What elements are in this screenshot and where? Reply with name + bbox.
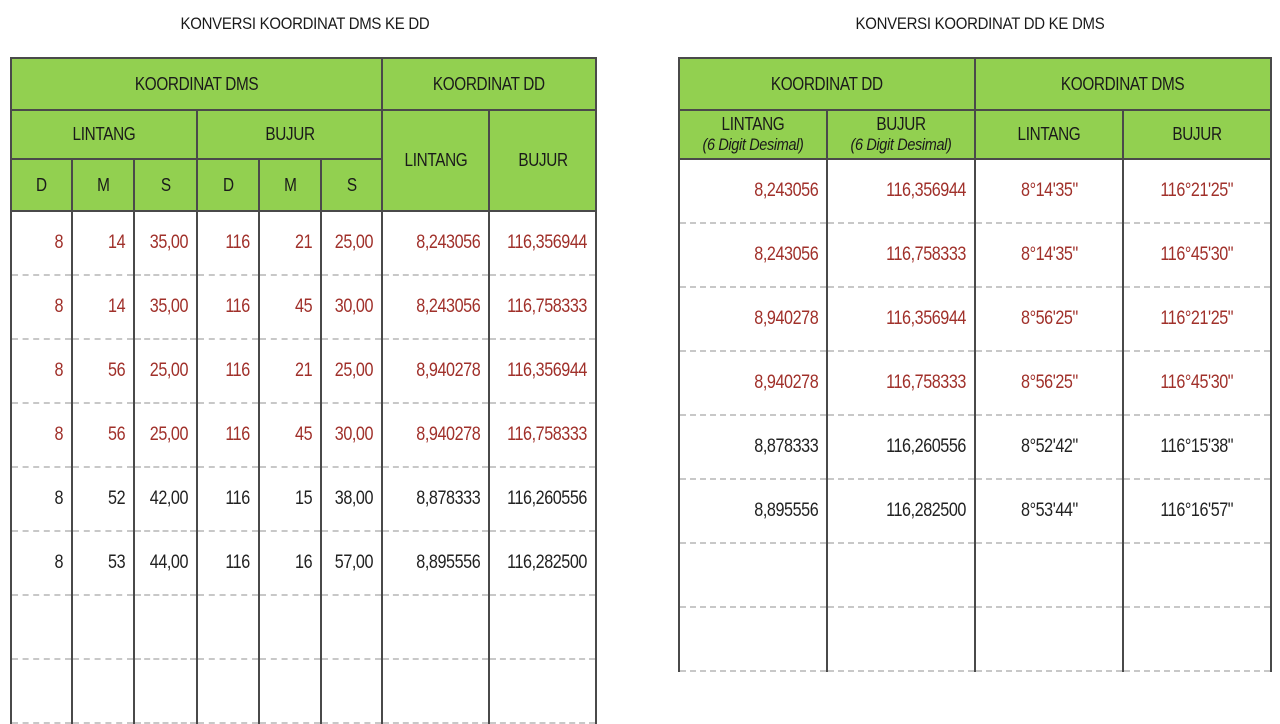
table-cell-bd: 116	[197, 211, 259, 275]
table-cell-ls: 25,00	[134, 403, 197, 467]
table-cell-bd: 116	[197, 403, 259, 467]
table-cell-bd: 116	[197, 275, 259, 339]
header-dd-bujur: BUJUR	[489, 110, 596, 211]
table-cell-dms_lon: 116°15'38"	[1123, 415, 1271, 479]
table-cell-dd_lat: 8,243056	[382, 211, 489, 275]
table-cell-bd: 116	[197, 339, 259, 403]
table-cell-lm: 14	[72, 211, 134, 275]
table-cell-dms_lat: 8°14'35"	[975, 223, 1123, 287]
table-row	[679, 287, 1271, 351]
header-koordinat-dd: KOORDINAT DD	[382, 58, 596, 110]
table-cell-ls: 35,00	[134, 275, 197, 339]
table-cell-lon: 116,758333	[827, 351, 975, 415]
table-cell-lat: 8,243056	[679, 223, 827, 287]
empty-cell	[489, 659, 596, 723]
header-lintang-s: S	[134, 159, 197, 211]
empty-cell	[321, 659, 382, 723]
empty-row	[679, 607, 1271, 671]
table-cell-dms_lat: 8°14'35"	[975, 159, 1123, 223]
table-cell-ld: 8	[11, 211, 72, 275]
header-dms-lintang: LINTANG	[11, 110, 197, 159]
empty-cell	[197, 595, 259, 659]
table-cell-lm: 56	[72, 403, 134, 467]
header-koordinat-dms: KOORDINAT DMS	[11, 58, 382, 110]
table-cell-dms_lat: 8°56'25"	[975, 287, 1123, 351]
header-bujur-s: S	[321, 159, 382, 211]
empty-cell	[382, 659, 489, 723]
table-row	[11, 531, 596, 595]
empty-cell	[134, 659, 197, 723]
table-row	[679, 223, 1271, 287]
table-cell-dms_lon: 116°16'57"	[1123, 479, 1271, 543]
empty-cell	[827, 543, 975, 607]
table-cell-bs: 38,00	[321, 467, 382, 531]
empty-cell	[11, 595, 72, 659]
header-lintang-d: D	[11, 159, 72, 211]
table-row	[11, 339, 596, 403]
table-row	[11, 211, 596, 275]
table-row	[679, 479, 1271, 543]
header-bujur-m: M	[259, 159, 321, 211]
table-cell-lat: 8,895556	[679, 479, 827, 543]
empty-cell	[489, 595, 596, 659]
table-cell-ld: 8	[11, 275, 72, 339]
table-cell-bd: 116	[197, 467, 259, 531]
table-cell-bm: 45	[259, 403, 321, 467]
header-dd-bujur: BUJUR (6 Digit Desimal)	[827, 110, 975, 159]
table-row	[11, 275, 596, 339]
table-cell-dd_lat: 8,878333	[382, 467, 489, 531]
table-cell-dd_lat: 8,940278	[382, 403, 489, 467]
table-cell-dms_lat: 8°53'44"	[975, 479, 1123, 543]
table-cell-bs: 25,00	[321, 339, 382, 403]
table-cell-lat: 8,243056	[679, 159, 827, 223]
table-cell-ld: 8	[11, 467, 72, 531]
table-cell-dms_lat: 8°52'42"	[975, 415, 1123, 479]
table-cell-lm: 14	[72, 275, 134, 339]
empty-cell	[679, 543, 827, 607]
table-cell-bm: 21	[259, 339, 321, 403]
header-dms-lintang: LINTANG	[975, 110, 1123, 159]
table-cell-bm: 16	[259, 531, 321, 595]
empty-cell	[975, 607, 1123, 671]
table-cell-lon: 116,758333	[827, 223, 975, 287]
table-cell-dd_lon: 116,282500	[489, 531, 596, 595]
table-cell-dd_lon: 116,356944	[489, 339, 596, 403]
empty-cell	[197, 659, 259, 723]
table-cell-bs: 30,00	[321, 275, 382, 339]
table-row	[11, 403, 596, 467]
table-cell-dms_lat: 8°56'25"	[975, 351, 1123, 415]
empty-cell	[72, 659, 134, 723]
header-dd-lintang: LINTANG (6 Digit Desimal)	[679, 110, 827, 159]
table-cell-lat: 8,878333	[679, 415, 827, 479]
table-cell-dms_lon: 116°45'30"	[1123, 351, 1271, 415]
table-cell-dms_lon: 116°45'30"	[1123, 223, 1271, 287]
header-koordinat-dms: KOORDINAT DMS	[975, 58, 1271, 110]
table-cell-lon: 116,260556	[827, 415, 975, 479]
table-row	[11, 467, 596, 531]
header-dms-bujur: BUJUR	[197, 110, 382, 159]
table-cell-bm: 21	[259, 211, 321, 275]
table-cell-dms_lon: 116°21'25"	[1123, 287, 1271, 351]
empty-row	[11, 659, 596, 723]
table-row	[679, 159, 1271, 223]
empty-row	[11, 595, 596, 659]
table-cell-bs: 57,00	[321, 531, 382, 595]
header-dms-bujur: BUJUR	[1123, 110, 1271, 159]
table-row	[679, 415, 1271, 479]
table-cell-ls: 25,00	[134, 339, 197, 403]
header-bujur-d: D	[197, 159, 259, 211]
empty-cell	[1123, 607, 1271, 671]
table-cell-dd_lat: 8,940278	[382, 339, 489, 403]
table-cell-ls: 42,00	[134, 467, 197, 531]
header-dd-lintang: LINTANG	[382, 110, 489, 211]
table-row	[679, 351, 1271, 415]
table-cell-lm: 56	[72, 339, 134, 403]
table-cell-dd_lon: 116,758333	[489, 275, 596, 339]
table-cell-ld: 8	[11, 531, 72, 595]
table-cell-lon: 116,356944	[827, 159, 975, 223]
dms-to-dd-table	[10, 57, 597, 724]
table-cell-bm: 15	[259, 467, 321, 531]
table-cell-dd_lat: 8,243056	[382, 275, 489, 339]
empty-cell	[72, 595, 134, 659]
empty-cell	[259, 659, 321, 723]
empty-cell	[975, 543, 1123, 607]
empty-cell	[382, 595, 489, 659]
table-cell-lat: 8,940278	[679, 351, 827, 415]
table-cell-bs: 30,00	[321, 403, 382, 467]
empty-cell	[11, 659, 72, 723]
header-lintang-m: M	[72, 159, 134, 211]
table-cell-dd_lon: 116,356944	[489, 211, 596, 275]
empty-cell	[259, 595, 321, 659]
table-cell-dd_lon: 116,758333	[489, 403, 596, 467]
empty-cell	[1123, 543, 1271, 607]
empty-row	[679, 543, 1271, 607]
dd-to-dms-table	[678, 57, 1272, 672]
table-cell-lon: 116,356944	[827, 287, 975, 351]
empty-cell	[827, 607, 975, 671]
table-cell-ls: 44,00	[134, 531, 197, 595]
table-cell-dms_lon: 116°21'25"	[1123, 159, 1271, 223]
dms-to-dd-title: KONVERSI KOORDINAT DMS KE DD	[180, 14, 430, 33]
table-cell-bs: 25,00	[321, 211, 382, 275]
table-cell-lon: 116,282500	[827, 479, 975, 543]
empty-cell	[679, 607, 827, 671]
table-cell-dd_lat: 8,895556	[382, 531, 489, 595]
table-cell-bm: 45	[259, 275, 321, 339]
table-cell-ls: 35,00	[134, 211, 197, 275]
table-cell-lat: 8,940278	[679, 287, 827, 351]
table-cell-ld: 8	[11, 339, 72, 403]
empty-cell	[321, 595, 382, 659]
dd-to-dms-title: KONVERSI KOORDINAT DD KE DMS	[855, 14, 1105, 33]
header-koordinat-dd: KOORDINAT DD	[679, 58, 975, 110]
empty-cell	[134, 595, 197, 659]
table-cell-lm: 53	[72, 531, 134, 595]
table-cell-dd_lon: 116,260556	[489, 467, 596, 531]
table-cell-ld: 8	[11, 403, 72, 467]
table-cell-lm: 52	[72, 467, 134, 531]
table-cell-bd: 116	[197, 531, 259, 595]
